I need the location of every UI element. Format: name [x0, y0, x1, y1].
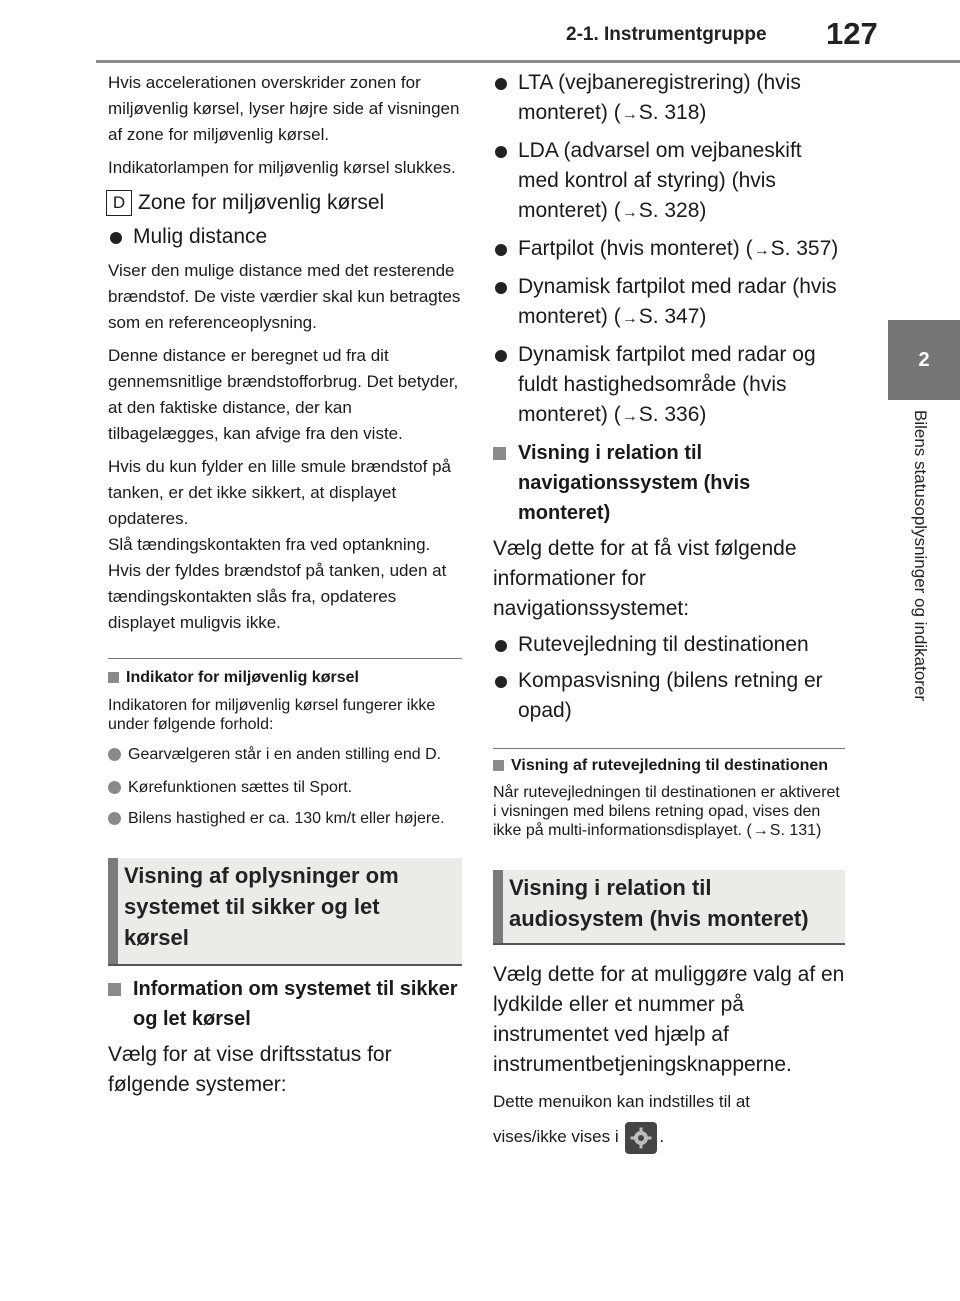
bullet-icon	[495, 350, 507, 362]
list-item-text: Kørefunktionen sættes til Sport.	[128, 779, 353, 796]
list-item	[493, 340, 845, 432]
left-column	[108, 70, 463, 1100]
arrow-right-icon: →	[621, 408, 638, 425]
zone-heading	[108, 188, 463, 218]
paragraph	[493, 783, 845, 840]
list-item	[493, 630, 845, 660]
section-title: Visning i relation til audiosystem (hvis monteret)	[509, 875, 809, 931]
bullet-icon	[495, 640, 507, 652]
right-column	[493, 68, 845, 1154]
page-number: 127	[826, 16, 878, 51]
bullet-icon	[495, 146, 507, 158]
chapter-section-title: 2-1. Instrumentgruppe	[566, 24, 767, 45]
subsection-heading	[108, 974, 463, 1034]
square-bullet-icon	[493, 760, 504, 771]
paragraph: Viser den mulige distance med det resterende brændstof. De viste værdier skal kun betragtes som en referenceoplysning.	[108, 261, 461, 332]
bullet-icon	[495, 282, 507, 294]
list-item	[493, 666, 845, 726]
paragraph	[493, 1120, 845, 1154]
list-item-text: Kompasvisning (bilens retning er opad)	[518, 669, 823, 722]
list-item-text: Fartpilot (hvis monteret) (	[518, 237, 753, 260]
arrow-right-icon: →	[621, 310, 638, 327]
divider	[108, 658, 462, 659]
arrow-right-icon: →	[621, 204, 638, 221]
subsection-heading-text: Visning i relation til navigationssystem (hvis monteret)	[518, 442, 751, 524]
bullet-icon	[495, 78, 507, 90]
paragraph: Hvis accelerationen overskrider zonen for miljøvenlig kørsel, lyser højre side af visningen af zone for miljøvenlig kørsel.	[108, 73, 460, 144]
list-item	[108, 778, 463, 797]
page-reference: S. 357)	[770, 237, 839, 260]
paragraph: Hvis du kun fylder en lille smule brændstof på tanken, er det ikke sikkert, at displayet opdateres.	[108, 457, 451, 528]
list-item-text: Dynamisk fartpilot med radar og fuldt hastighedsområde (hvis monteret) (	[518, 343, 816, 426]
paragraph: Dette menuikon kan indstilles til at	[493, 1092, 751, 1111]
list-item-text: LDA (advarsel om vejbaneskift med kontrol af styring) (hvis monteret) (	[518, 139, 802, 222]
square-bullet-icon	[108, 672, 119, 683]
bullet-icon	[108, 812, 121, 825]
paragraph: Vælg dette for at muliggøre valg af en lydkilde eller et nummer på instrumentet ved hjælp af instrumentbetjeningsknapperne.	[493, 963, 845, 1076]
list-item	[108, 222, 463, 252]
list-item	[493, 272, 845, 334]
subsection-heading	[493, 438, 845, 528]
page-reference: S. 131)	[769, 822, 822, 839]
section-title-box	[108, 858, 462, 966]
list-item	[493, 68, 845, 130]
zone-heading-text: Zone for miljøvenlig kørsel	[138, 191, 385, 214]
header-divider	[96, 60, 960, 63]
section-accent-bar	[493, 870, 503, 943]
paragraph: Denne distance er beregnet ud fra dit gennemsnitlige brændstofforbrug. Det betyder, at den faktiske distance, der kan tilbagelægges, kan afvige fra den viste.	[108, 346, 459, 443]
list-item	[493, 136, 845, 228]
page-reference: S. 336)	[638, 403, 707, 426]
chapter-number: 2	[918, 348, 930, 371]
settings-gear-icon	[625, 1122, 657, 1154]
arrow-right-icon: →	[752, 822, 769, 839]
page-reference: S. 328)	[638, 199, 707, 222]
list-item-text: Mulig distance	[133, 225, 268, 248]
square-bullet-icon	[108, 983, 121, 996]
paragraph: Vælg dette for at få vist følgende informationer for navigationssystemet:	[493, 537, 797, 620]
paragraph: Indikatoren for miljøvenlig kørsel fungerer ikke under følgende forhold:	[108, 697, 436, 733]
arrow-right-icon: →	[621, 106, 638, 123]
list-item	[108, 745, 463, 764]
paragraph: Slå tændingskontakten fra ved optankning. Hvis der fyldes brændstof på tanken, uden at tændingskontakten slås fra, opdateres displayet muligvis ikke.	[108, 535, 447, 632]
subsection-heading-text: Indikator for miljøvenlig kørsel	[126, 669, 359, 686]
paragraph-text: vises/ikke vises i	[493, 1127, 619, 1146]
subsection-heading-text: Visning af rutevejledning til destinationen	[511, 757, 829, 774]
paragraph-text: Når rutevejledningen til destinationen er aktiveret i visningen med bilens retning opad, vises den ikke på multi-informationsdisplayet. (	[493, 784, 840, 839]
bullet-icon	[108, 781, 121, 794]
arrow-right-icon: →	[753, 242, 770, 259]
bullet-icon	[495, 244, 507, 256]
list-item-text: LTA (vejbaneregistrering) (hvis monteret) (	[518, 71, 801, 124]
chapter-side-label: Bilens statusoplysninger og indikatorer	[911, 410, 930, 702]
subsection-heading	[108, 668, 463, 687]
section-title: Visning af oplysninger om systemet til sikker og let kørsel	[124, 863, 399, 950]
list-item-text: Bilens hastighed er ca. 130 km/t eller højere.	[128, 810, 445, 827]
square-bullet-icon	[493, 447, 506, 460]
bullet-icon	[495, 676, 507, 688]
bullet-icon	[110, 232, 122, 244]
page-reference: S. 318)	[638, 101, 707, 124]
divider	[493, 748, 845, 749]
paragraph: Vælg for at vise driftsstatus for følgende systemer:	[108, 1043, 392, 1096]
page-reference: S. 347)	[638, 305, 707, 328]
callout-label-d: D	[106, 190, 132, 216]
list-item-text: Dynamisk fartpilot med radar (hvis monteret) (	[518, 275, 837, 328]
section-accent-bar	[108, 858, 118, 964]
list-item	[108, 809, 463, 828]
paragraph: Indikatorlampen for miljøvenlig kørsel slukkes.	[108, 158, 456, 177]
list-item	[493, 234, 845, 266]
list-item-text: Rutevejledning til destinationen	[518, 633, 809, 656]
bullet-icon	[108, 748, 121, 761]
list-item-text: Gearvælgeren står i en anden stilling end D.	[128, 746, 442, 763]
paragraph-text: .	[659, 1127, 665, 1146]
subsection-heading-text: Information om systemet til sikker og let kørsel	[133, 978, 458, 1030]
subsection-heading	[493, 756, 845, 775]
chapter-tab	[888, 320, 960, 400]
section-title-box	[493, 870, 845, 945]
